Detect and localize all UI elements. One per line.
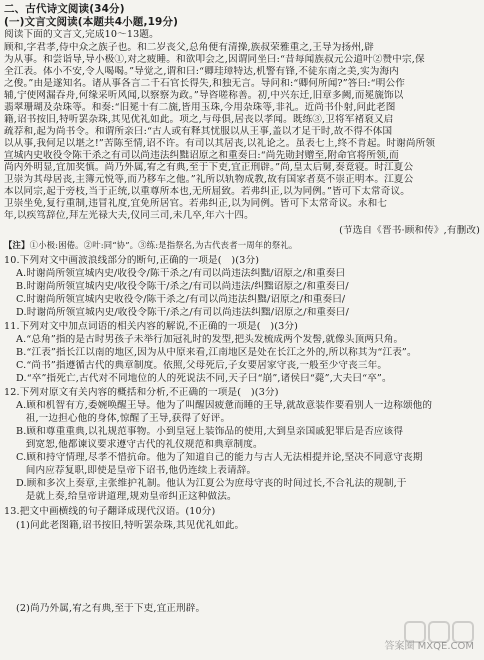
q12-option-a[interactable]: A.顾和机智有方,委婉唤醒王导。他为了叫醒因疲惫而睡的王导,就故意装作要看别人一边称颂他的 — [16, 400, 433, 411]
passage-line: 籍,诏书按旧,特听罢杂珠,其见优礼如此。项之,与母俱,居丧以孝闻。既练③,卫将军褚裒又启 — [4, 114, 394, 125]
passage-line: 卫崇为其母居丧,主簿元悦等,而乃移车之他。”礼所以轨物成教,故有国家者莫不崇正明本。江夏公 — [4, 174, 414, 185]
q12-option-a-cont: 祖,一边担心他的身体,惊醒了王导,获得了好评。 — [16, 413, 231, 424]
q10-option-a[interactable]: A.时谢尚所领宣城内史/收役令/陈干杀之/有司以尚违法纠黜/诏原之/和重奏曰 — [16, 268, 346, 279]
instruction: 阅读下面的文言文,完成10～13题。 — [4, 29, 159, 40]
q11-option-b[interactable]: B.“江表”指长江以南的地区,因为从中原来看,江南地区是处在长江之外的,所以称其为“江表”。 — [16, 347, 417, 358]
q12-option-b[interactable]: B.顾和尊重重典,以礼规范事物。小到皇冠上装饰品的使用,大到皇亲国戚犯罪后是否应该得 — [16, 426, 404, 437]
q12-option-d[interactable]: D.顾和多次上奏章,主张维护礼制。他认为江夏公为庶母守丧的时间过长,不合礼法的规制,于 — [16, 478, 407, 489]
section-title: 二、古代诗文阅读(34分) — [4, 3, 125, 15]
watermark-text: 答案圈 MXQE.COM — [384, 641, 474, 652]
q11-stem: 11.下列对文中加点词语的相关内容的解说,不正确的一项是( )(3分) — [4, 321, 299, 332]
passage-line: 本以同宗,起于旁枝,当于正统,以重尊所本也,无所屈致。若弗纠正,以为同例。”皆可下太常奇议。 — [4, 186, 411, 197]
passage-line: 疏荐和,起为尚书令。和谓所亲曰:“古人或有释其忧服以从王事,盖以才足干时,故不得不体国 — [4, 126, 393, 137]
passage-line: 以从事,我何足以堪之!”苦陈至情,诏不许。有司以其居丧,以礼论之。虽表七上,终不肯起。时谢尚所领 — [4, 138, 436, 149]
q11-option-c[interactable]: C.“尚书”指遵循古代的典章制度。依照,父母死后,子女要居家守丧,一般至少守丧三年。 — [16, 360, 388, 371]
passage-line: 尚内外明显,宜加奖慎。尚乃外属,宥之有典,至于下吏,宜正刑辟。”尚,皇太后舅,奏竟寝。时江夏公 — [4, 162, 414, 173]
passage-line: 全江表。体小不安,令人喝喝。”导觉之,谓和曰:“卿珪璋特达,机警有锋,不徒东南之美,实为海内 — [4, 66, 399, 77]
footnote-label: 【注】 — [4, 240, 30, 250]
q13-item-1: (1)问此老图籍,诏书按旧,特听罢杂珠,其见优礼如此。 — [16, 520, 245, 531]
q12-option-b-cont: 到宽恕,他都谏议要求遵守古代的礼仪规范和典章制度。 — [16, 439, 263, 450]
q10-option-c[interactable]: C.时谢尚所领宣城内史收役令/陈干杀之/有司以尚违法纠黜/诏原之/和重奏曰/ — [16, 294, 346, 305]
passage-source: (节选自《晋书·顾和传》,有删改) — [339, 225, 480, 236]
q10-option-b[interactable]: B.时谢尚所领宣城内史/收役令陈干/杀之/有司以尚违法/纠黜诏原之/和重奏曰/ — [16, 281, 349, 292]
passage-line: 翡翠珊瑚及杂珠等。和奏:“旧冕十有二旒,皆用玉珠,今用杂珠等,非礼。近尚书仆射,问此老图 — [4, 102, 396, 113]
q11-option-d[interactable]: D.“卒”指死亡,古代对不同地位的人的死说法不同,天子曰“崩”,诸侯曰“薨”,大夫曰“卒”。 — [16, 373, 392, 384]
q13-item-2: (2)尚乃外属,宥之有典,至于下吏,宜正刑辟。 — [16, 603, 206, 614]
footnote — [4, 239, 480, 251]
q11-option-a[interactable]: A.“总角”指的是古时男孩子未举行加冠礼时的发型,把头发梳成两个发髻,就像头顶两只角。 — [16, 334, 404, 345]
q12-stem: 12.下列对原文有关内容的概括和分析,不正确的一项是( )(3分) — [4, 387, 279, 398]
passage-line: 卫崇坐免,复行重制,违冒礼度,宜免所居官。若弗纠正,以为同例。皆可下太常奇议。永和七 — [4, 198, 388, 209]
q12-option-c[interactable]: C.顾和持守情理,尽孝不惜抗命。他为了知道自己的能力与古人无法相提并论,坚决不同意守丧期 — [16, 452, 423, 463]
q10-option-d[interactable]: D.时谢尚所领宣城内史/收役令陈干/杀之/有司以尚违法纠黜/诏原之/和重奏曰/ — [16, 307, 350, 318]
passage-line: 为从事。和尝诣导,导小极①,对之疲睡。和欲叩会之,因谓同坐曰:“昔每闻族叔元公道叶②赞中宗,保 — [4, 54, 425, 65]
footnote-text: ①小极:困倦。②叶:同“协”。③练:是指祭名,为古代丧者一周年的祭礼。 — [29, 240, 298, 250]
subsection-title: (一)文言文阅读(本题共4小题,19分) — [4, 16, 179, 28]
q13-stem: 13.把文中画横线的句子翻译成现代汉语。(10分) — [4, 506, 216, 517]
passage-line: 辅,宁使网漏吞舟,何缘采听风闻,以察察为政。”导咨嗟称善。初,中兴东迁,旧章多阙,而冕旒饰以 — [4, 90, 404, 101]
q12-option-d-cont: 是就上奏,给皇帝讲道理,规劝皇帝纠正这种做法。 — [16, 491, 237, 502]
passage-line: 顾和,字君孝,侍中众之族子也。和二岁丧父,总角便有清操,族叔荣雅重之,王导为扬州,辟 — [4, 42, 374, 53]
passage-line-wavy: 宣城内史收役令陈干杀之有司以尚违法纠黜诏原之和重奏曰:“尚先勋封赠至,附命官将所领,而 — [4, 150, 399, 161]
passage-line: 年,以疾笃辞位,拜左光禄大夫,仪同三司,未几卒,年六十四。 — [4, 210, 254, 221]
q10-stem: 10.下列对文中画波浪线部分的断句,正确的一项是( )(3分) — [4, 255, 260, 266]
passage-line: 之俊。”由是遂知名。诸从事各言二千石官长得失,和独无言。导问和:“卿何所闻?”答曰:“明公作 — [4, 78, 405, 89]
q12-option-c-cont: 间内应荐复职,即使是皇帝下诏书,他仍连续上表请辞。 — [16, 465, 257, 476]
